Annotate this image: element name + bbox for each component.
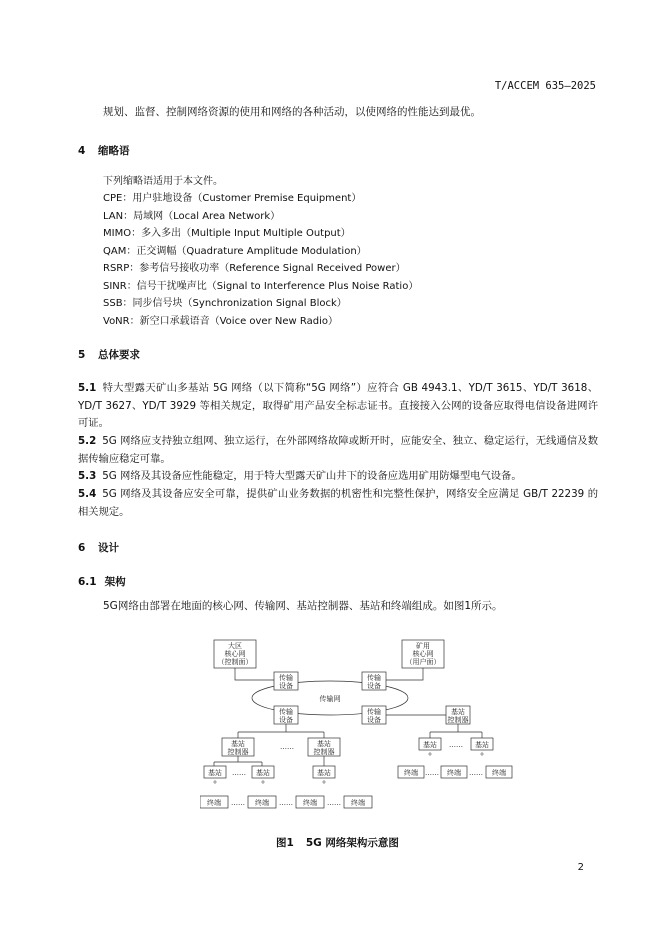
svg-text:基站: 基站 (231, 740, 245, 748)
base-station-controller (446, 706, 470, 724)
svg-text:基站: 基站 (317, 769, 331, 777)
base-station (419, 738, 441, 750)
section-5-heading (78, 347, 140, 362)
svg-text:设备: 设备 (367, 682, 381, 690)
ellipsis: …… (232, 769, 246, 777)
abbr-item: RSRP：参考信号接收功率（Reference Signal Received Power） (103, 263, 406, 274)
clause-text: 5G 网络及其设备应性能稳定，用于特大型露天矿山井下的设备应选用矿用防爆型电气设备。 (102, 470, 522, 482)
terminal (200, 796, 228, 808)
base-station (252, 766, 274, 778)
core-network-user-plane (402, 640, 444, 668)
subsection-title: 架构 (104, 576, 126, 588)
section-title: 设计 (98, 542, 119, 554)
transport-network-label: 传输网 (319, 695, 341, 703)
svg-text:终端: 终端 (351, 799, 365, 807)
document-code: T/ACCEM 635—2025 (494, 80, 596, 92)
base-station (313, 766, 335, 778)
subsection-number: 6.1 (78, 576, 97, 588)
ellipsis: …… (469, 769, 483, 777)
section-title: 缩略语 (98, 145, 130, 157)
terminal (441, 766, 467, 778)
abbr-item: VoNR：新空口承载语音（Voice over New Radio） (103, 316, 338, 327)
svg-text:设备: 设备 (279, 682, 293, 690)
svg-text:终端: 终端 (303, 799, 317, 807)
svg-text:传输: 传输 (279, 708, 293, 716)
svg-text:核心网: 核心网 (224, 650, 246, 658)
svg-text:基站: 基站 (317, 740, 331, 748)
clause-5-1 (78, 380, 598, 433)
svg-text:大区: 大区 (228, 642, 242, 650)
abbr-item: QAM：正交调幅（Quadrature Amplitude Modulation） (103, 246, 367, 257)
clause-number: 5.1 (78, 382, 97, 394)
transport-device (274, 672, 298, 690)
section-6-1-heading (78, 574, 126, 589)
svg-text:传输: 传输 (367, 708, 381, 716)
section-number: 6 (78, 542, 86, 554)
clause-number: 5.3 (78, 470, 97, 482)
base-station (204, 766, 226, 778)
svg-text:终端: 终端 (404, 769, 418, 777)
clause-text: 5G 网络应支持独立组网、独立运行，在外部网络故障或断开时，应能安全、独立、稳定运行，无线通信及数据传输应稳定可靠。 (78, 435, 598, 465)
svg-text:设备: 设备 (367, 716, 381, 724)
ellipsis: …… (449, 741, 463, 749)
architecture-paragraph: 5G网络由部署在地面的核心网、传输网、基站控制器、基站和终端组成。如图1所示。 (103, 600, 503, 612)
abbr-item: SSB：同步信号块（Synchronization Signal Block） (103, 298, 347, 309)
intro-line: 规划、监督、控制网络资源的使用和网络的各种活动，以使网络的性能达到最优。 (103, 106, 481, 118)
clause-text: 特大型露天矿山多基站 5G 网络（以下简称“5G 网络”）应符合 GB 4943.1、YD/T 3615、YD/T 3618、YD/T 3627、YD/T 3929 等相关规定，取得矿用产品安全标志证书。直接接入公网的设备应取得电信设备进网许可证。 (78, 382, 598, 429)
clause-5-3 (78, 468, 598, 486)
svg-text:终端: 终端 (447, 769, 461, 777)
svg-text:（用户面）: （用户面） (405, 658, 441, 666)
section-4-heading (78, 143, 130, 158)
svg-text:终端: 终端 (255, 799, 269, 807)
figure-title: 5G 网络架构示意图 (305, 837, 399, 849)
terminal (344, 796, 372, 808)
ellipsis: …… (279, 799, 293, 807)
abbr-item: CPE：用户驻地设备（Customer Premise Equipment） (103, 193, 362, 204)
svg-text:控制器: 控制器 (227, 748, 249, 756)
terminal (398, 766, 424, 778)
svg-text:（控制面）: （控制面） (217, 658, 253, 666)
svg-text:终端: 终端 (207, 799, 221, 807)
ellipsis: …… (231, 799, 245, 807)
transport-device (362, 706, 386, 724)
svg-text:核心网: 核心网 (412, 650, 434, 658)
figure-caption (276, 835, 399, 850)
section-6-heading (78, 540, 119, 555)
svg-text:控制器: 控制器 (447, 716, 469, 724)
abbr-item: MIMO：多入多出（Multiple Input Multiple Output） (103, 228, 351, 239)
base-station-controller (308, 738, 340, 756)
abbr-item: LAN：局域网（Local Area Network） (103, 211, 281, 222)
core-network-control-plane (214, 640, 256, 668)
section-number: 4 (78, 145, 86, 157)
svg-text:基站: 基站 (208, 769, 222, 777)
svg-text:传输: 传输 (279, 674, 293, 682)
svg-text:基站: 基站 (475, 741, 489, 749)
svg-text:基站: 基站 (451, 708, 465, 716)
svg-text:终端: 终端 (492, 769, 506, 777)
terminal (486, 766, 512, 778)
abbr-item: SINR：信号干扰噪声比（Signal to Interference Plus Noise Ratio） (103, 281, 419, 292)
svg-text:控制器: 控制器 (313, 748, 335, 756)
clause-5-2 (78, 433, 598, 468)
svg-text:基站: 基站 (423, 741, 437, 749)
abbr-lead: 下列缩略语适用于本文件。 (103, 176, 223, 187)
section-title: 总体要求 (98, 349, 140, 361)
terminal (296, 796, 324, 808)
figure-label: 图1 (276, 837, 294, 849)
section-number: 5 (78, 349, 86, 361)
terminal (248, 796, 276, 808)
svg-text:矿用: 矿用 (416, 642, 430, 650)
svg-text:设备: 设备 (279, 716, 293, 724)
network-architecture-diagram (200, 636, 520, 826)
transport-device (274, 706, 298, 724)
ellipsis: …… (327, 799, 341, 807)
svg-text:传输: 传输 (367, 674, 381, 682)
page-number: 2 (577, 862, 584, 873)
ellipsis: …… (280, 743, 294, 751)
clause-number: 5.4 (78, 488, 97, 500)
clause-number: 5.2 (78, 435, 97, 447)
clause-text: 5G 网络及其设备应安全可靠，提供矿山业务数据的机密性和完整性保护，网络安全应满足 GB/T 22239 的相关规定。 (78, 488, 598, 518)
base-station (471, 738, 493, 750)
svg-text:基站: 基站 (256, 769, 270, 777)
base-station-controller (222, 738, 254, 756)
transport-device (362, 672, 386, 690)
clause-5-4 (78, 486, 598, 521)
ellipsis: …… (425, 769, 439, 777)
